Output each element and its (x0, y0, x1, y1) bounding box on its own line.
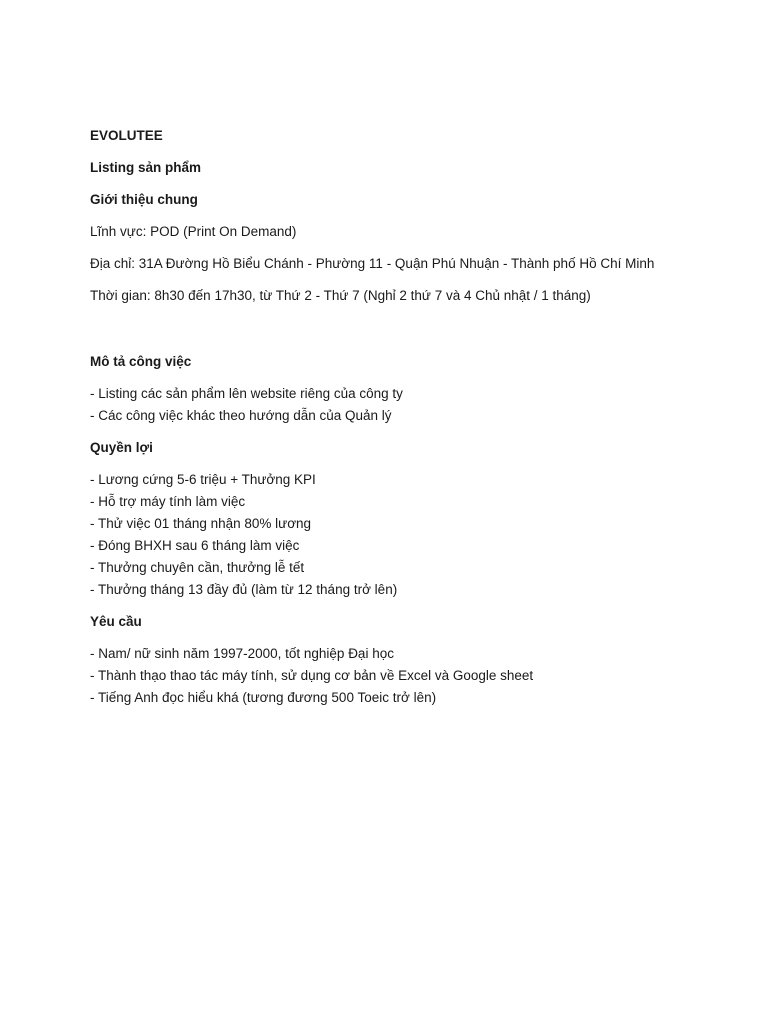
list-item: - Hỗ trợ máy tính làm việc (90, 494, 246, 509)
list-item: - Tiếng Anh đọc hiểu khá (tương đương 500 Toeic trở lên) (90, 690, 437, 705)
list-item: - Lương cứng 5-6 triệu + Thưởng KPI (90, 472, 316, 487)
list-item: - Thành thạo thao tác máy tính, sử dụng cơ bản về Excel và Google sheet (90, 668, 534, 683)
job-description-list (90, 383, 730, 427)
document-body (90, 125, 730, 719)
blank-line (90, 317, 730, 351)
list-item: - Nam/ nữ sinh năm 1997-2000, tốt nghiệp Đại học (90, 646, 394, 661)
list-item: - Listing các sản phẩm lên website riêng của công ty (90, 386, 403, 401)
requirements-list (90, 643, 730, 709)
company-name: EVOLUTEE (90, 128, 163, 143)
list-item: - Thưởng tháng 13 đầy đủ (làm từ 12 tháng trở lên) (90, 582, 398, 597)
intro-heading: Giới thiệu chung (90, 192, 198, 207)
benefits-heading: Quyền lợi (90, 440, 153, 455)
address-line: Địa chỉ: 31A Đường Hồ Biểu Chánh - Phường 11 - Quận Phú Nhuận - Thành phố Hồ Chí Minh (90, 256, 655, 271)
hours-line: Thời gian: 8h30 đến 17h30, từ Thứ 2 - Thứ 7 (Nghỉ 2 thứ 7 và 4 Chủ nhật / 1 tháng) (90, 288, 591, 303)
list-item: - Thử việc 01 tháng nhận 80% lương (90, 516, 312, 531)
job-description-heading: Mô tả công việc (90, 354, 192, 369)
list-item: - Đóng BHXH sau 6 tháng làm việc (90, 538, 300, 553)
list-item: - Các công việc khác theo hướng dẫn của Quản lý (90, 408, 392, 423)
benefits-list (90, 469, 730, 601)
field-line: Lĩnh vực: POD (Print On Demand) (90, 224, 297, 239)
job-title: Listing sản phẩm (90, 160, 202, 175)
requirements-heading: Yêu cầu (90, 614, 142, 629)
list-item: - Thưởng chuyên cần, thưởng lễ tết (90, 560, 305, 575)
